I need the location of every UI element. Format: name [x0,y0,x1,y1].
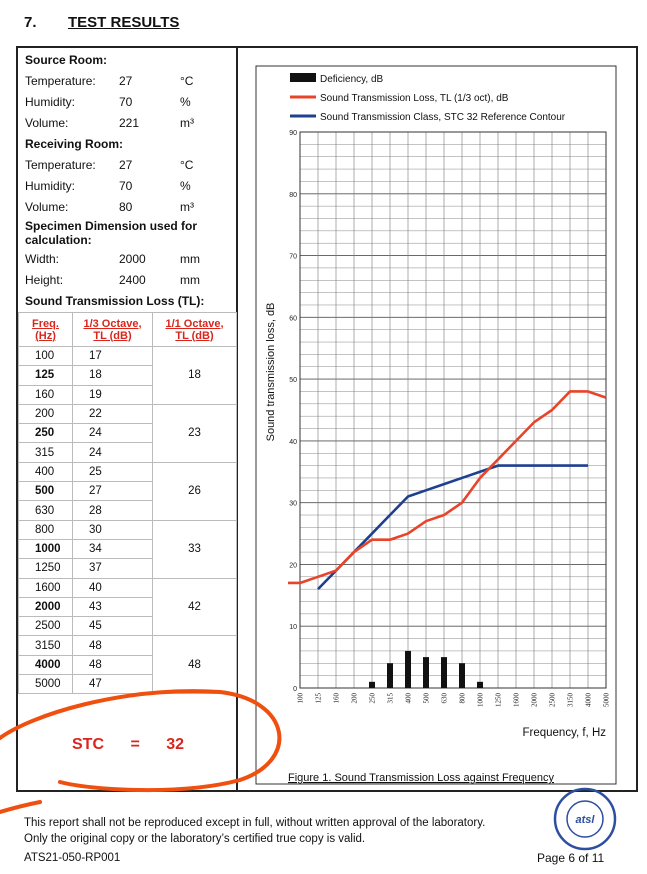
receiving-humidity-label: Humidity: [25,179,76,193]
third-octave-cell: 18 [73,366,153,385]
tl-chart [244,52,628,788]
legend-label-1: Sound Transmission Loss, TL (1/3 oct), dB [320,93,509,104]
stc-value: 32 [166,736,185,753]
deficiency-bar [441,657,447,688]
deficiency-bar [477,682,483,688]
stc-equals: = [130,736,140,753]
tl-table-row [19,347,237,366]
third-octave-cell: 19 [73,385,153,404]
receiving-temp-label: Temperature: [25,158,96,172]
source-humidity-label: Humidity: [25,95,76,109]
tl-table-row [19,404,237,423]
receiving-volume-label: Volume: [25,200,69,214]
third-octave-cell: 48 [73,655,153,674]
third-octave-cell: 28 [73,501,153,520]
source-humidity-unit: % [180,95,191,109]
x-tick-label: 250 [368,693,377,704]
receiving-volume-value: 80 [119,200,133,214]
freq-cell: 4000 [19,655,73,674]
source-volume-value: 221 [119,116,140,130]
third-octave-cell: 34 [73,539,153,558]
section-title: TEST RESULTS [68,14,180,31]
freq-cell: 250 [19,424,73,443]
freq-col-header: Freq. (Hz) [19,313,73,347]
disclaimer-line2: Only the original copy or the laboratory’s certified true copy is valid. [24,833,366,845]
receiving-humidity-unit: % [180,179,191,193]
third-octave-cell: 48 [73,636,153,655]
x-tick-label: 200 [350,693,359,704]
octave-col-header: 1/1 Octave, TL (dB) [153,313,237,347]
third-octave-cell: 27 [73,482,153,501]
tl-table-row [19,578,237,597]
y-tick-label: 50 [289,377,297,385]
freq-cell: 5000 [19,675,73,694]
octave-cell: 26 [153,462,237,520]
freq-cell: 3150 [19,636,73,655]
y-tick-label: 60 [289,315,297,323]
freq-cell: 800 [19,520,73,539]
y-tick-label: 90 [289,130,297,137]
freq-cell: 2000 [19,597,73,616]
receiving-temp-value: 27 [119,158,133,172]
x-tick-label: 125 [314,693,323,704]
y-tick-label: 30 [289,500,297,508]
source-humidity-value: 70 [119,95,133,109]
third-octave-cell: 40 [73,578,153,597]
tl-table [18,312,237,694]
laboratory-seal [552,786,618,852]
third-octave-cell: 45 [73,617,153,636]
source-temp-unit: °C [180,74,194,88]
y-tick-label: 70 [289,253,297,261]
source-volume-label: Volume: [25,116,69,130]
x-tick-label: 100 [296,693,305,704]
figure-caption: Figure 1. Sound Transmission Loss against Frequency [288,772,554,784]
octave-cell: 18 [153,347,237,405]
x-tick-label: 5000 [602,693,611,707]
freq-cell: 2500 [19,617,73,636]
freq-cell: 200 [19,404,73,423]
section-number: 7. [24,14,37,31]
tl-table-heading: Sound Transmission Loss (TL): [25,294,205,308]
specimen-heading-line1: Specimen Dimension used for [25,219,198,233]
freq-cell: 160 [19,385,73,404]
x-tick-label: 160 [332,693,341,704]
y-tick-label: 40 [289,438,297,446]
third-octave-cell: 43 [73,597,153,616]
receiving-volume-unit: m³ [180,200,194,214]
third-octave-cell: 24 [73,424,153,443]
octave-cell: 33 [153,520,237,578]
x-tick-label: 1600 [512,693,521,707]
stc-result [72,736,184,754]
freq-cell: 1250 [19,559,73,578]
legend-swatch-0 [290,73,316,82]
third-octave-cell: 24 [73,443,153,462]
freq-cell: 630 [19,501,73,520]
freq-cell: 400 [19,462,73,481]
specimen-height-unit: mm [180,273,200,287]
third-octave-cell: 25 [73,462,153,481]
freq-cell: 500 [19,482,73,501]
octave-cell: 23 [153,404,237,462]
y-tick-label: 0 [293,686,297,693]
specimen-width-unit: mm [180,252,200,266]
freq-cell: 1000 [19,539,73,558]
receiving-temp-unit: °C [180,158,194,172]
x-tick-label: 4000 [584,693,593,707]
tl-table-header-row [19,313,237,347]
x-tick-label: 315 [386,693,395,704]
deficiency-bar [423,657,429,688]
y-tick-label: 80 [289,191,297,199]
y-tick-label: 10 [289,624,297,632]
source-volume-unit: m³ [180,116,194,130]
third-octave-cell: 22 [73,404,153,423]
source-temp-value: 27 [119,74,133,88]
x-tick-label: 2000 [530,693,539,707]
freq-cell: 125 [19,366,73,385]
deficiency-bar [387,663,393,688]
specimen-heading-line2: calculation: [25,233,92,247]
octave-cell: 42 [153,578,237,636]
specimen-width-value: 2000 [119,252,146,266]
x-tick-label: 630 [440,693,449,704]
report-number: ATS21-050-RP001 [24,852,121,864]
plot-area [300,132,606,688]
stc-label: STC [72,736,104,753]
x-tick-label: 3150 [566,693,575,707]
x-tick-label: 1000 [476,693,485,707]
third-octave-col-header: 1/3 Octave, TL (dB) [73,313,153,347]
deficiency-bar [369,682,375,688]
freq-cell: 1600 [19,578,73,597]
receiving-room-heading: Receiving Room: [25,137,124,151]
freq-cell: 315 [19,443,73,462]
specimen-height-value: 2400 [119,273,146,287]
specimen-height-label: Height: [25,273,64,287]
third-octave-cell: 37 [73,559,153,578]
y-tick-label: 20 [289,562,297,570]
x-tick-label: 400 [404,693,413,704]
x-tick-label: 800 [458,693,467,704]
x-axis-label: Frequency, f, Hz [522,727,606,739]
x-tick-label: 1250 [494,693,503,707]
source-temp-label: Temperature: [25,74,96,88]
tl-table-row [19,462,237,481]
specimen-width-label: Width: [25,252,60,266]
source-room-heading: Source Room: [25,53,108,67]
disclaimer [24,815,544,847]
third-octave-cell: 30 [73,520,153,539]
deficiency-bar [405,651,411,688]
third-octave-cell: 17 [73,347,153,366]
x-tick-label: 2500 [548,693,557,707]
page-number: Page 6 of 11 [537,851,605,865]
legend-label-2: Sound Transmission Class, STC 32 Reference Contour [320,112,566,123]
disclaimer-line1: This report shall not be reproduced except in full, without written approval of the laboratory. [24,817,486,829]
x-tick-label: 500 [422,693,431,704]
chart-border [256,66,616,784]
seal-center-text: atsl [575,814,595,826]
freq-cell: 100 [19,347,73,366]
deficiency-bar [459,663,465,688]
receiving-humidity-value: 70 [119,179,133,193]
legend-label-0: Deficiency, dB [320,74,384,85]
y-axis-label: Sound transmission loss, dB [265,302,277,442]
tl-table-row [19,636,237,655]
third-octave-cell: 47 [73,675,153,694]
tl-table-row [19,520,237,539]
octave-cell: 48 [153,636,237,694]
